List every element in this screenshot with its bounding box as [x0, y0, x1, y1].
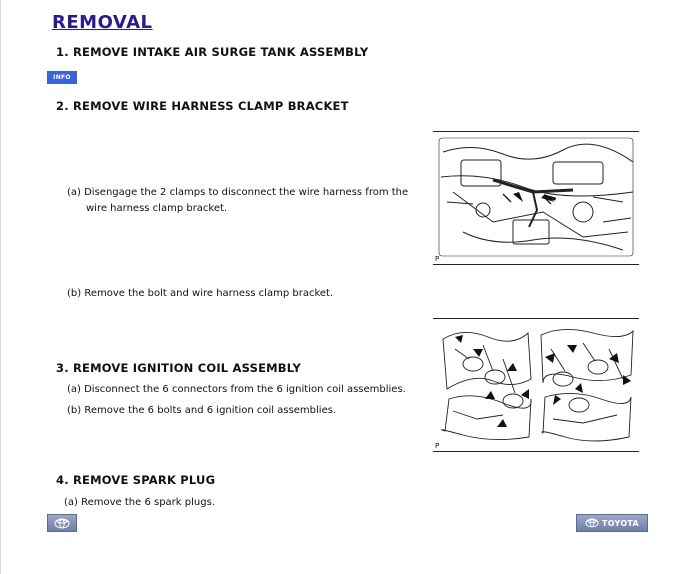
step-1-heading: 1. REMOVE INTAKE AIR SURGE TANK ASSEMBLY [56, 45, 369, 59]
toyota-brand-button[interactable] [576, 514, 648, 532]
step-2b-text: (b) Remove the bolt and wire harness clamp bracket. [67, 288, 334, 299]
toyota-emblem-icon [585, 518, 599, 528]
page-title: REMOVAL [52, 12, 153, 33]
step-2a-line-2: wire harness clamp bracket. [86, 203, 228, 214]
step-2a-line-1: (a) Disengage the 2 clamps to disconnect the wire harness from the [67, 187, 409, 198]
figure-2-tag: P [435, 442, 440, 450]
figure-1-tag: P [435, 255, 440, 263]
step-3b-text: (b) Remove the 6 bolts and 6 ignition coil assemblies. [67, 405, 337, 416]
ignition-coil-figure [433, 318, 639, 452]
toyota-home-button[interactable] [47, 514, 77, 532]
step-4-heading: 4. REMOVE SPARK PLUG [56, 473, 216, 487]
step-4a-text: (a) Remove the 6 spark plugs. [64, 497, 215, 508]
step-3a-text: (a) Disconnect the 6 connectors from the 6 ignition coil assemblies. [67, 384, 406, 395]
wire-harness-figure [433, 131, 639, 265]
page-edge [0, 0, 1, 574]
step-2-heading: 2. REMOVE WIRE HARNESS CLAMP BRACKET [56, 99, 349, 113]
toyota-emblem-icon [54, 518, 70, 529]
step-3-heading: 3. REMOVE IGNITION COIL ASSEMBLY [56, 361, 302, 375]
engine-illustration-1 [433, 132, 639, 263]
toyota-brand-label: TOYOTA [601, 518, 640, 528]
step-2a-text [67, 185, 408, 217]
engine-illustration-2 [433, 319, 639, 450]
info-button[interactable]: INFO [47, 71, 77, 84]
